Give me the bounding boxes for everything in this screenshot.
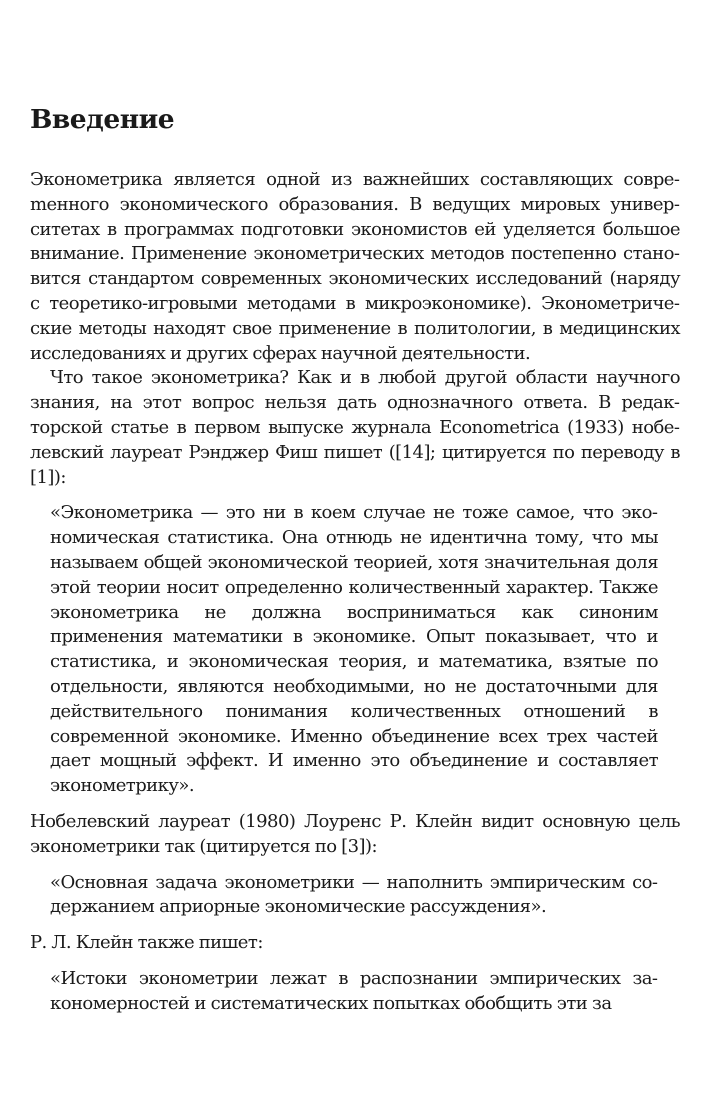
spacer (30, 490, 680, 501)
quote-frisch: «Эконометрика — это ни в коем случае не тоже самое, что экономическая статистика. Она отнюдь не идентична тому, что мы называем общей экономической теорией, хотя значительная доля этой теории носит определенно количественный характер. Также эконометрика не должна восприниматься как синоним применения математики в экономике. Опыт показывает, что и статистика, и экономическая теория, и математика, взятые по отдельности, являются необходимыми, но не достаточными для действительного понимания количественных отношений в современной экономике. Именно объединение всех трех частей дает мощный эффект. И именно это объединение и составляет эконометрику». (50, 502, 658, 797)
page-heading: Введение (30, 104, 175, 135)
spacer (30, 799, 680, 810)
quote-klein-task: «Основная задача эконометрики — наполнить эмпирическим содержанием априорные экономические рассуждения». (50, 871, 658, 918)
spacer (30, 920, 680, 931)
paragraph-question: Что такое эконометрика? Как и в любой другой области научного знания, на этот вопрос нельзя дать однозначного ответа. В редакторской статье в первом выпуске журнала Econometrica (1933) нобелевский лауреат Рэнджер Фиш пишет ([14]; цитируется по переводу в [1]): (30, 367, 680, 488)
quote-klein-origins: «Истоки эконометрии лежат в распознании эмпирических закономерностей и систематических попытках обобщить эти за (50, 967, 658, 1014)
paragraph-intro: Эконометрика является одной из важнейших составляющих совреmенного экономического образования. В ведущих мировых университетах в программах подготовки экономистов ей уделяется большое внимание. Применение эконометрических методов постепенно становится стандартом современных экономических исследований (наряду с теоретико-игровыми методами в микроэкономике). Эконометрические методы находят свое применение в политологии, в медицинских исследованиях и других сферах научной деятельности. (30, 169, 680, 364)
paragraph-klein: Нобелевский лауреат (1980) Лоуренс Р. Клейн видит основную цель эконометрики так (цитируется по [3]): (30, 810, 680, 857)
spacer (30, 956, 680, 967)
book-page (30, 100, 680, 1017)
paragraph-klein-also: Р. Л. Клейн также пишет: (30, 932, 263, 954)
spacer (30, 860, 680, 871)
